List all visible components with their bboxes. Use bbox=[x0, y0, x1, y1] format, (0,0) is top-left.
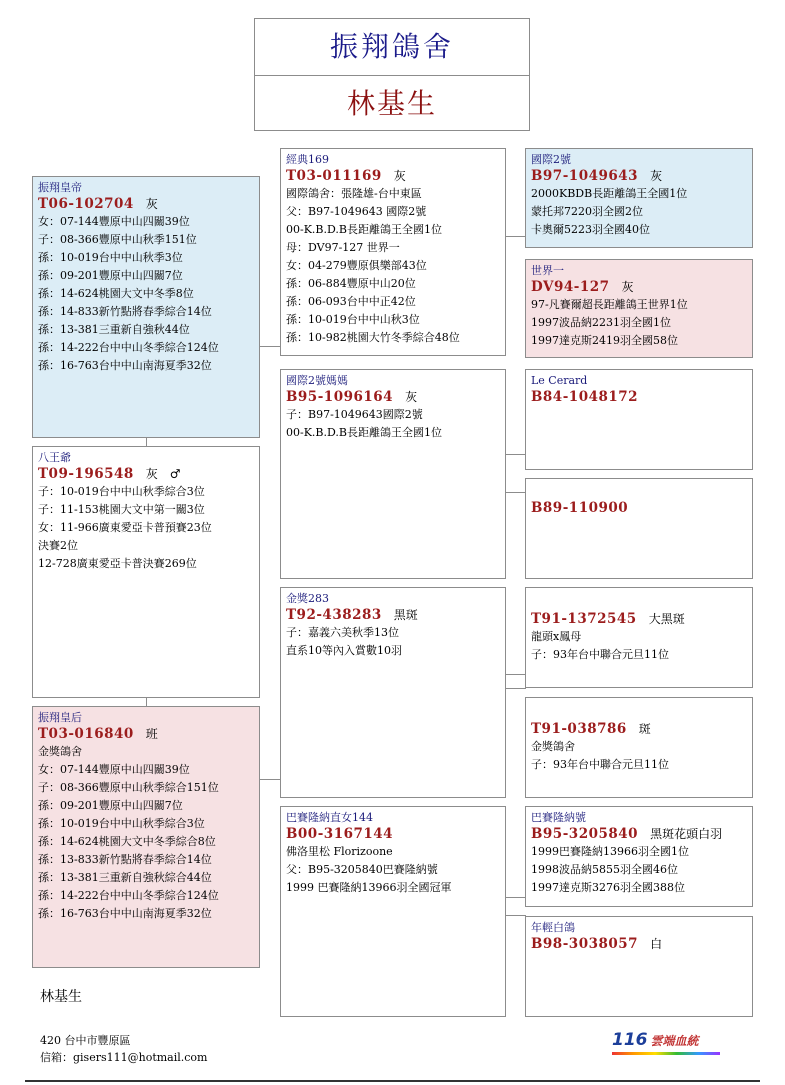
achievement-line: 孫：14-833新竹點將春季綜合14位 bbox=[38, 305, 212, 318]
pigeon-title: 八王爺 bbox=[38, 451, 71, 464]
bottom-divider bbox=[25, 1080, 760, 1082]
pigeon-color: 大黑斑 bbox=[648, 612, 685, 626]
logo-underline bbox=[612, 1052, 720, 1055]
achievement-line: 父：B95-3205840巴賽隆納號 bbox=[286, 863, 438, 876]
ring-number: T03-016840 班 bbox=[38, 726, 158, 742]
connector-dam-ds bbox=[259, 779, 281, 780]
achievement-line: 子：08-366豐原中山秋季151位 bbox=[38, 233, 197, 246]
loft-name: 振翔鴿舍 bbox=[255, 19, 529, 76]
pigeon-color: 黑斑花頭白羽 bbox=[650, 827, 723, 841]
connector-sd-sdd bbox=[505, 492, 526, 493]
achievement-list bbox=[38, 743, 254, 923]
connector-ds-dsd bbox=[505, 688, 526, 689]
achievement-list bbox=[286, 843, 500, 897]
pigeon-title: 巴賽隆納直女144 bbox=[286, 811, 373, 824]
achievement-line: 1997達克斯2419羽全國58位 bbox=[531, 334, 678, 347]
ring-number: B84-1048172 bbox=[531, 389, 639, 405]
achievement-list bbox=[38, 213, 254, 375]
achievement-line: 00-K.B.D.B長距離鴿王全國1位 bbox=[286, 426, 443, 439]
owner-name: 林基生 bbox=[346, 87, 437, 120]
connector-ss-sss bbox=[505, 236, 526, 237]
achievement-line: 女：11-966廣東愛亞卡普預賽23位 bbox=[38, 521, 212, 534]
pigeon-card-dam-sire bbox=[280, 587, 506, 798]
pigeon-title: Le Cerard bbox=[531, 374, 588, 387]
ring-number: B89-110900 bbox=[531, 500, 629, 516]
achievement-line: 孫：09-201豐原中山四關7位 bbox=[38, 799, 183, 812]
achievement-list bbox=[286, 185, 500, 347]
ring-number: T03-011169 灰 bbox=[286, 168, 406, 184]
achievement-line: 孫：13-381三重新自強秋綜合44位 bbox=[38, 871, 212, 884]
achievement-line: 孫：10-019台中中山秋季綜合3位 bbox=[38, 817, 205, 830]
pigeon-card-ddd bbox=[525, 916, 753, 1017]
achievement-list bbox=[531, 185, 747, 239]
achievement-line: 父：B97-1049643 國際2號 bbox=[286, 205, 427, 218]
achievement-line: 孫：14-222台中中山冬季綜合124位 bbox=[38, 341, 219, 354]
pigeon-card-sire bbox=[32, 446, 260, 698]
pigeon-title: 國際2號 bbox=[531, 153, 571, 166]
achievement-line: 國際鴿舍：張隆雄-台中東區 bbox=[286, 187, 422, 200]
achievement-line: 子：10-019台中中山秋季綜合3位 bbox=[38, 485, 205, 498]
achievement-line: 子：08-366豐原中山秋季綜合151位 bbox=[38, 781, 219, 794]
achievement-line: 卡奧爾5223羽全國40位 bbox=[531, 223, 650, 236]
achievement-line: 佛洛里松 Florizoone bbox=[286, 845, 393, 858]
footer-owner-name: 林基生 bbox=[40, 989, 82, 1005]
footer-email: 信箱：gisers111@hotmail.com bbox=[40, 1051, 208, 1064]
achievement-line: 孫：14-624桃園大文中冬季綜合8位 bbox=[38, 835, 216, 848]
achievement-line: 孫：10-019台中中山秋3位 bbox=[286, 313, 420, 326]
pigeon-card-sdd bbox=[525, 478, 753, 579]
pigeon-title: 世界一 bbox=[531, 264, 564, 277]
achievement-line: 孫：14-624桃園大文中冬季8位 bbox=[38, 287, 194, 300]
pigeon-card-sss bbox=[525, 148, 753, 248]
achievement-line: 子：93年台中聯合元旦11位 bbox=[531, 758, 669, 771]
achievement-list bbox=[286, 406, 500, 442]
achievement-line: 母：DV97-127 世界一 bbox=[286, 241, 400, 254]
pigeon-color: 黑斑 bbox=[393, 608, 418, 622]
achievement-line: 子：93年台中聯合元旦11位 bbox=[531, 648, 669, 661]
achievement-line: 1998波品納5855羽全國46位 bbox=[531, 863, 678, 876]
pigeon-card-dsd bbox=[525, 697, 753, 798]
pigeon-card-subject bbox=[32, 176, 260, 438]
pigeon-card-sds bbox=[525, 369, 753, 470]
achievement-line: 金獎鴿舍 bbox=[38, 745, 82, 758]
achievement-list bbox=[531, 843, 747, 897]
connector-sire-ss bbox=[259, 346, 281, 347]
pigeon-color: 灰 bbox=[405, 390, 418, 404]
achievement-line: 孫：10-019台中中山秋季3位 bbox=[38, 251, 183, 264]
pigeon-color: 灰 bbox=[393, 169, 406, 183]
pigeon-title: 金獎283 bbox=[286, 592, 329, 605]
achievement-list bbox=[531, 296, 747, 350]
achievement-line: 孫：10-982桃園大竹冬季綜合48位 bbox=[286, 331, 460, 344]
logo-number: 116 bbox=[612, 1030, 648, 1050]
pigeon-card-sire-dam bbox=[280, 369, 506, 579]
ring-number: B95-3205840 黑斑花頭白羽 bbox=[531, 826, 723, 842]
pigeon-title: 年輕白鴿 bbox=[531, 921, 575, 934]
ring-number: DV94-127 灰 bbox=[531, 279, 634, 295]
achievement-line: 女：04-279豐原俱樂部43位 bbox=[286, 259, 427, 272]
achievement-line: 孫：16-763台中中山南海夏季32位 bbox=[38, 359, 212, 372]
pigeon-color: 班 bbox=[145, 727, 158, 741]
achievement-list bbox=[531, 738, 747, 774]
ring-number: T91-038786 斑 bbox=[531, 721, 651, 737]
brand-logo bbox=[612, 1030, 722, 1054]
achievement-line: 女：07-144豐原中山四關39位 bbox=[38, 215, 190, 228]
pigeon-color: 白 bbox=[650, 937, 663, 951]
ring-number: B97-1049643 灰 bbox=[531, 168, 663, 184]
pigeon-card-sire-sire bbox=[280, 148, 506, 356]
pigeon-color: 灰 bbox=[650, 169, 663, 183]
achievement-list bbox=[38, 483, 254, 573]
achievement-line: 孫：13-833新竹點將春季綜合14位 bbox=[38, 853, 212, 866]
loft-header bbox=[254, 18, 530, 131]
logo-text: 雲端血統 bbox=[650, 1034, 699, 1048]
achievement-line: 孫：06-884豐原中山20位 bbox=[286, 277, 416, 290]
pigeon-title: 巴賽隆納號 bbox=[531, 811, 586, 824]
achievement-list bbox=[286, 624, 500, 660]
achievement-line: 孫：06-093台中中正42位 bbox=[286, 295, 416, 308]
pigeon-card-dss bbox=[525, 587, 753, 688]
pigeon-title: 振翔皇后 bbox=[38, 711, 82, 724]
ring-number: T09-196548 灰 ♂ bbox=[38, 466, 181, 482]
ring-number: B00-3167144 bbox=[286, 826, 394, 842]
pigeon-card-ssd bbox=[525, 259, 753, 358]
ring-number: B98-3038057 白 bbox=[531, 936, 663, 952]
achievement-line: 孫：14-222台中中山冬季綜合124位 bbox=[38, 889, 219, 902]
achievement-list bbox=[531, 628, 747, 664]
achievement-line: 孫：13-381三重新自強秋44位 bbox=[38, 323, 190, 336]
pigeon-card-dds bbox=[525, 806, 753, 907]
achievement-line: 直系10等內入賞數10羽 bbox=[286, 644, 402, 657]
connector-dd-ddd bbox=[505, 915, 526, 916]
connector-ds-dss bbox=[505, 674, 526, 675]
pigeon-card-dam-dam bbox=[280, 806, 506, 1017]
achievement-line: 決賽2位 bbox=[38, 539, 78, 552]
achievement-line: 2000KBDB長距離鴿王全國1位 bbox=[531, 187, 688, 200]
ring-number: T92-438283 黑斑 bbox=[286, 607, 418, 623]
achievement-line: 12-728廣東愛亞卡普決賽269位 bbox=[38, 557, 197, 570]
achievement-line: 孫：09-201豐原中山四關7位 bbox=[38, 269, 183, 282]
pigeon-card-dam bbox=[32, 706, 260, 968]
achievement-line: 1999 巴賽隆納13966羽全國冠軍 bbox=[286, 881, 452, 894]
achievement-line: 97-凡賽爾超長距離鴿王世界1位 bbox=[531, 298, 688, 311]
achievement-line: 女：07-144豐原中山四關39位 bbox=[38, 763, 190, 776]
connector-sd-sds bbox=[505, 454, 526, 455]
achievement-line: 1997達克斯3276羽全國388位 bbox=[531, 881, 685, 894]
achievement-line: 1999巴賽隆納13966羽全國1位 bbox=[531, 845, 689, 858]
achievement-line: 子：11-153桃園大文中第一關3位 bbox=[38, 503, 205, 516]
ring-number: B95-1096164 灰 bbox=[286, 389, 418, 405]
connector-dd-dds bbox=[505, 897, 526, 898]
pigeon-color: 灰 ♂ bbox=[145, 467, 181, 481]
pigeon-title: 國際2號媽媽 bbox=[286, 374, 348, 387]
pigeon-title: 經典169 bbox=[286, 153, 329, 166]
achievement-line: 金獎鴿舍 bbox=[531, 740, 575, 753]
footer-contact bbox=[40, 1032, 207, 1066]
achievement-line: 龍頭x鳳母 bbox=[531, 630, 582, 643]
achievement-line: 子：嘉義六美秋季13位 bbox=[286, 626, 399, 639]
achievement-line: 孫：16-763台中中山南海夏季32位 bbox=[38, 907, 212, 920]
footer-address: 420 台中市豐原區 bbox=[40, 1034, 131, 1047]
pigeon-color: 斑 bbox=[638, 722, 651, 736]
achievement-line: 子：B97-1049643國際2號 bbox=[286, 408, 423, 421]
ring-number: T91-1372545 大黑斑 bbox=[531, 611, 685, 627]
achievement-line: 1997波品納2231羽全國1位 bbox=[531, 316, 671, 329]
ring-number: T06-102704 灰 bbox=[38, 196, 158, 212]
pigeon-color: 灰 bbox=[621, 280, 634, 294]
pigeon-title: 振翔皇帝 bbox=[38, 181, 82, 194]
pigeon-color: 灰 bbox=[145, 197, 158, 211]
achievement-line: 00-K.B.D.B長距離鴿王全國1位 bbox=[286, 223, 443, 236]
achievement-line: 蒙托邦7220羽全國2位 bbox=[531, 205, 643, 218]
